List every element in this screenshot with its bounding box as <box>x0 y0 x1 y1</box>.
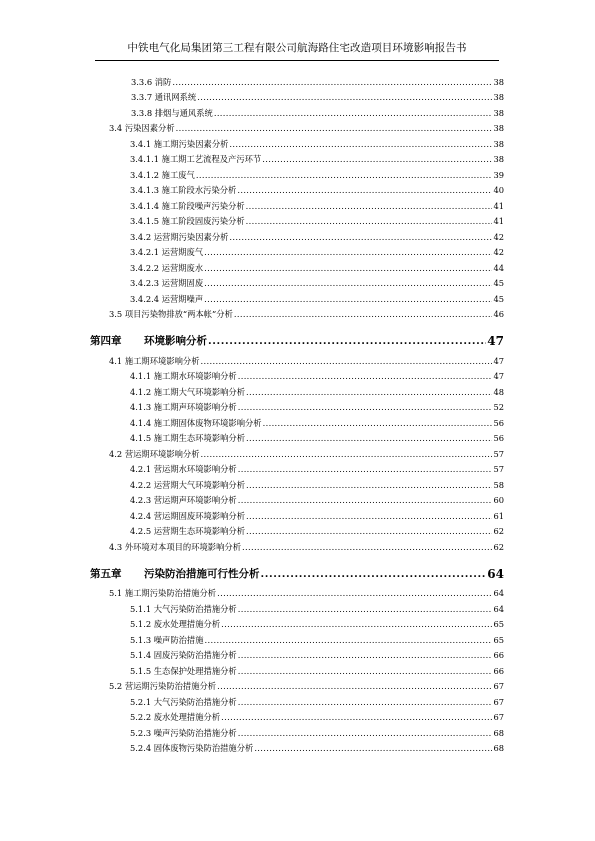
toc-entry-label: 3.3.7 通讯网系统 <box>131 92 197 102</box>
toc-entry-label: 3.4.1.5 施工阶段固废污染分析 <box>130 216 245 226</box>
header-rule <box>95 60 499 61</box>
toc-entry-label: 3.4.2.3 运营期固废 <box>130 278 204 288</box>
toc-page-number: 38 <box>493 123 504 133</box>
toc-page-number: 64 <box>487 566 504 581</box>
toc-dot-leader <box>246 480 492 490</box>
toc-dot-leader <box>205 635 493 645</box>
toc-entry-label: 5.1.3 噪声防治措施 <box>130 634 204 645</box>
toc-entry-label: 4.2.2 运营期大气环境影响分析 <box>130 479 246 490</box>
toc-entry[interactable] <box>90 397 504 413</box>
toc-entry[interactable] <box>90 722 504 738</box>
toc-dot-leader <box>242 542 492 552</box>
toc-page-number: 67 <box>493 712 504 722</box>
toc-page-number: 38 <box>493 138 504 149</box>
toc-entry-label: 3.3.6 消防 <box>131 76 172 87</box>
toc-entry[interactable] <box>90 490 504 506</box>
toc-entry[interactable] <box>90 304 504 320</box>
toc-page-number: 56 <box>493 417 504 428</box>
toc-dot-leader <box>238 650 493 660</box>
toc-entry-label: 4.1.3 施工期声环境影响分析 <box>130 402 237 412</box>
toc-entry-label: 3.4.2.1 运营期废气 <box>130 247 204 257</box>
toc-entry[interactable] <box>90 676 504 692</box>
toc-entry[interactable] <box>90 629 504 645</box>
toc-entry-label <box>90 568 261 581</box>
toc-page-number: 47 <box>487 334 504 348</box>
toc-entry[interactable] <box>90 71 504 87</box>
toc-page-number: 65 <box>493 619 504 629</box>
toc-entry[interactable] <box>90 412 504 428</box>
toc-entry-label: 5.2.1 大气污染防治措施分析 <box>130 696 237 707</box>
toc-dot-leader <box>201 449 493 459</box>
toc-dot-leader <box>221 619 492 629</box>
toc-entry[interactable] <box>90 102 504 118</box>
toc-entry-label: 5.1 施工期污染防治措施分析 <box>109 588 217 598</box>
toc-dot-leader <box>237 185 492 195</box>
toc-page-number: 46 <box>493 309 504 319</box>
toc-entry-label: 3.4.2.2 运营期废水 <box>130 262 204 273</box>
toc-page-number: 42 <box>493 247 504 257</box>
toc-page-number: 38 <box>493 76 504 87</box>
toc-dot-leader <box>172 77 492 87</box>
toc-entry-label: 5.2 营运期污染防治措施分析 <box>109 681 217 691</box>
toc-entry-label: 5.1.2 废水处理措施分析 <box>130 619 221 629</box>
toc-dot-leader <box>201 356 493 366</box>
toc-entry-label: 3.4.1.3 施工阶段水污染分析 <box>130 185 237 195</box>
toc-entry-label: 3.4.2 运营期污染因素分析 <box>130 231 229 242</box>
toc-page-number: 48 <box>493 386 504 397</box>
toc-dot-leader <box>204 278 492 288</box>
toc-page-number: 66 <box>493 665 504 676</box>
toc-page-number: 52 <box>493 402 504 412</box>
toc-entry[interactable] <box>90 474 504 490</box>
toc-dot-leader <box>229 139 492 149</box>
page-header: 中铁电气化局集团第三工程有限公司航海路住宅改造项目环境影响报告书 <box>127 42 467 54</box>
toc-dot-leader <box>234 309 493 319</box>
toc-entry[interactable] <box>90 738 504 754</box>
toc-dot-leader <box>238 604 493 614</box>
toc-entry-label: 3.4.2.4 运营期噪声 <box>130 293 204 304</box>
toc-dot-leader <box>238 495 493 505</box>
toc-entry[interactable] <box>90 87 504 103</box>
toc-dot-leader <box>204 294 492 304</box>
toc-page-number: 68 <box>493 727 504 738</box>
toc-page-number: 38 <box>493 92 504 102</box>
toc-page-number: 68 <box>493 743 504 753</box>
toc-dot-leader <box>196 170 493 180</box>
toc-entry[interactable] <box>90 443 504 459</box>
toc-page-number: 64 <box>493 588 504 598</box>
toc-page-number: 64 <box>493 603 504 614</box>
toc-entry-label <box>90 335 208 348</box>
toc-dot-leader <box>246 387 492 397</box>
toc-chapter-title: 污染防治措施可行性分析 <box>144 567 260 580</box>
toc-dot-leader <box>204 247 492 257</box>
toc-entry[interactable] <box>90 195 504 211</box>
toc-entry-label: 4.2 营运期环境影响分析 <box>109 448 200 459</box>
toc-entry-label: 4.1.5 施工期生态环境影响分析 <box>130 433 246 443</box>
toc-page-number: 38 <box>493 107 504 118</box>
toc-entry[interactable] <box>90 118 504 134</box>
toc-entry[interactable] <box>90 660 504 676</box>
toc-chapter-entry[interactable] <box>90 557 504 581</box>
toc-entry-label: 3.3.8 排烟与通风系统 <box>131 107 213 118</box>
toc-entry-label: 5.1.4 固废污染防治措施分析 <box>130 650 237 660</box>
toc-entry[interactable] <box>90 691 504 707</box>
toc-entry[interactable] <box>90 459 504 475</box>
toc-entry[interactable] <box>90 164 504 180</box>
toc-entry-label: 4.2.3 营运期声环境影响分析 <box>130 495 237 505</box>
toc-entry-label: 5.2.3 噪声污染防治措施分析 <box>130 727 237 738</box>
toc-page-number: 45 <box>493 293 504 304</box>
toc-chapter-entry[interactable] <box>90 324 504 348</box>
toc-entry[interactable] <box>90 226 504 242</box>
toc-dot-leader <box>229 232 492 242</box>
toc-entry-label: 4.1.4 施工期固体废物环境影响分析 <box>130 417 262 428</box>
toc-page-number: 58 <box>493 479 504 490</box>
toc-dot-leader <box>238 666 493 676</box>
toc-entry[interactable] <box>90 133 504 149</box>
toc-dot-leader <box>214 108 493 118</box>
toc-entry-label: 5.1.1 大气污染防治措施分析 <box>130 603 237 614</box>
toc-entry-label: 4.1.1 施工期水环境影响分析 <box>130 371 237 381</box>
toc-entry[interactable] <box>90 257 504 273</box>
toc-entry-label: 3.4.1.2 施工废气 <box>130 169 195 180</box>
toc-entry-label: 3.4.1.4 施工阶段噪声污染分析 <box>130 200 245 211</box>
toc-dot-leader <box>238 697 493 707</box>
toc-entry[interactable] <box>90 598 504 614</box>
toc-dot-leader <box>246 201 493 211</box>
toc-entry[interactable] <box>90 211 504 227</box>
toc-page-number: 62 <box>493 541 504 552</box>
toc-entry[interactable] <box>90 614 504 630</box>
toc-entry[interactable] <box>90 707 504 723</box>
toc-dot-leader <box>262 154 492 164</box>
toc-entry-label: 3.4.1.1 施工期工艺流程及产污环节 <box>130 154 262 164</box>
toc-entry-label: 4.2.4 营运期固废环境影响分析 <box>130 510 246 521</box>
toc-entry-label: 3.4 污染因素分析 <box>109 123 175 133</box>
toc-entry[interactable] <box>90 505 504 521</box>
toc-dot-leader <box>246 216 493 226</box>
toc-entry-label: 4.2.5 运营期生态环境影响分析 <box>130 526 246 536</box>
toc-page-number: 45 <box>493 278 504 288</box>
toc-dot-leader <box>254 743 492 753</box>
toc-entry-label: 4.1.2 施工期大气环境影响分析 <box>130 386 246 397</box>
toc-entry[interactable] <box>90 645 504 661</box>
toc-dot-leader <box>238 728 493 738</box>
toc-dot-leader <box>217 588 492 598</box>
toc-entry[interactable] <box>90 273 504 289</box>
toc-page-number: 57 <box>493 448 504 459</box>
toc-entry[interactable] <box>90 428 504 444</box>
toc-dot-leader <box>238 371 493 381</box>
toc-dot-leader <box>217 681 492 691</box>
toc-entry-label: 4.2.1 营运期水环境影响分析 <box>130 464 237 474</box>
toc-entry-label: 5.1.5 生态保护处理措施分析 <box>130 665 237 676</box>
toc-page-number: 67 <box>493 681 504 691</box>
toc-page-number: 47 <box>493 355 504 366</box>
toc-entry[interactable] <box>90 366 504 382</box>
toc-entry-label: 4.1 施工期环境影响分析 <box>109 355 200 366</box>
toc-entry-label: 5.2.2 废水处理措施分析 <box>130 712 221 722</box>
toc-page-number: 41 <box>493 200 504 211</box>
toc-dot-leader <box>197 92 492 102</box>
toc-page-number: 56 <box>493 433 504 443</box>
toc-page-number: 57 <box>493 464 504 474</box>
toc-entry[interactable] <box>90 180 504 196</box>
toc-dot-leader <box>221 712 492 722</box>
toc-page-number: 61 <box>493 510 504 521</box>
toc-page-number: 44 <box>493 262 504 273</box>
toc-page-number: 66 <box>493 650 504 660</box>
toc-entry-label: 3.5 项目污染物排放“两本帐”分析 <box>109 309 233 319</box>
toc-dot-leader <box>238 402 493 412</box>
toc-entry[interactable] <box>90 149 504 165</box>
toc-dot-leader <box>204 263 492 273</box>
toc-chapter-number: 第五章 <box>90 567 122 580</box>
toc-entry[interactable] <box>90 288 504 304</box>
toc-page-number: 38 <box>493 154 504 164</box>
toc-entry-label: 3.4.1 施工期污染因素分析 <box>130 138 229 149</box>
toc-page-number: 40 <box>493 185 504 195</box>
toc-entry[interactable] <box>90 536 504 552</box>
toc-entry[interactable] <box>90 350 504 366</box>
toc-dot-leader <box>246 433 492 443</box>
toc-dot-leader <box>261 571 487 581</box>
toc-page-number: 67 <box>493 696 504 707</box>
toc-dot-leader <box>246 511 492 521</box>
toc-entry-label: 5.2.4 固体废物污染防治措施分析 <box>130 743 254 753</box>
toc-page-number: 39 <box>493 169 504 180</box>
toc-entry-label: 4.3 外环境对本项目的环境影响分析 <box>109 541 241 552</box>
toc-entry[interactable] <box>90 242 504 258</box>
toc-page-number: 41 <box>493 216 504 226</box>
toc-page-number: 60 <box>493 495 504 505</box>
toc-dot-leader <box>246 526 492 536</box>
toc-entry[interactable] <box>90 381 504 397</box>
toc-dot-leader <box>208 338 486 348</box>
toc-dot-leader <box>238 464 493 474</box>
toc-page-number: 47 <box>493 371 504 381</box>
toc-page-number: 65 <box>493 634 504 645</box>
toc-entry[interactable] <box>90 521 504 537</box>
toc-dot-leader <box>176 123 493 133</box>
toc-dot-leader <box>263 418 493 428</box>
toc-chapter-number: 第四章 <box>90 335 122 347</box>
toc-page-number: 42 <box>493 231 504 242</box>
toc-page-number: 62 <box>493 526 504 536</box>
toc-chapter-title: 环境影响分析 <box>144 335 207 347</box>
toc-entry[interactable] <box>90 583 504 599</box>
